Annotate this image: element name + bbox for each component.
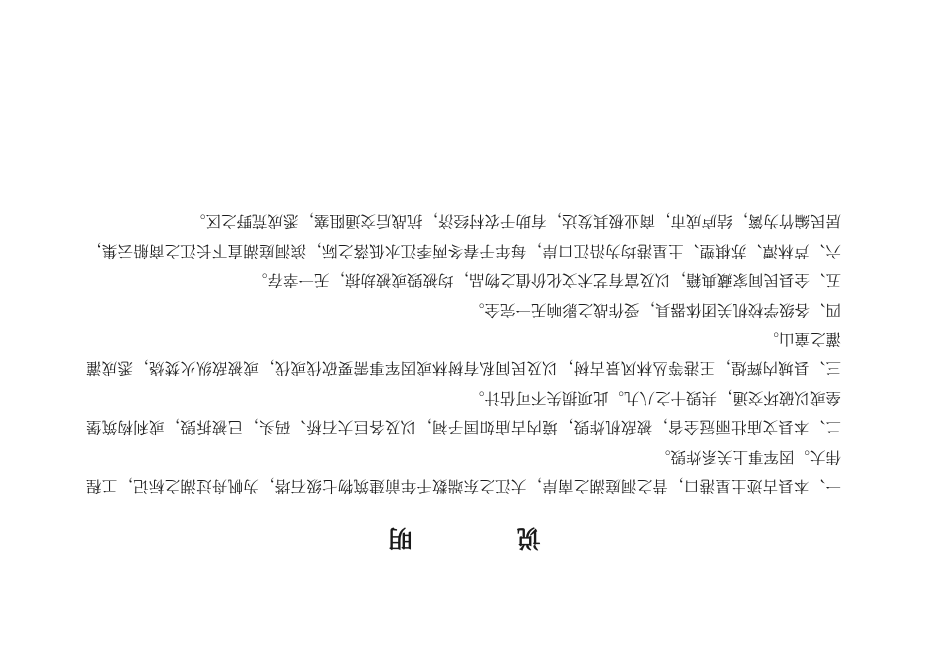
paragraph-6: 六、芦林潭、苏棋塑、土星港均为沿江口岸，每年于春冬两季江水低落之际，滨洞庭湖直下长江之商船云集，居民編竹为篱，结庐成市，商业极其发达，有助于农村经济，抗战后交通阻塞，悉成荒野之区。 bbox=[86, 212, 841, 260]
paragraph-5: 五、全县民间家藏典籍，以及富有艺术文化价值之物品，均被毁或被劫掠，无一幸存。 bbox=[251, 271, 841, 290]
paragraph-1: 一、本县古迹土星港口，昔之洞庭湖之南岸，大江之东端数千年前建筑物七级石塔，为帆舟过湖之标记，工程伟大。因军事上关系炸毁。 bbox=[86, 447, 841, 495]
page-title: 说 明 bbox=[348, 524, 541, 553]
paragraph-3: 三、县城内辉煌，王港等丛林风景古树，以及民间私有树林或因军事需要砍伐或伐，或被敌纵火焚烧，悉成灌灌之童山。 bbox=[86, 329, 841, 378]
paragraph-4: 四、各级学校机关团体器具，受作战之影响无一完全。 bbox=[468, 300, 841, 319]
document-body bbox=[86, 206, 841, 500]
paragraph-2: 二、本县文庙壮丽冠全省，被敌机炸毁，境内古庙如国子祠，以及各巨大石桥、码头，已被拆毁，或利构筑堡垒或以破坏交通，共毁十之八九。此项损失不可估计。 bbox=[86, 388, 841, 437]
